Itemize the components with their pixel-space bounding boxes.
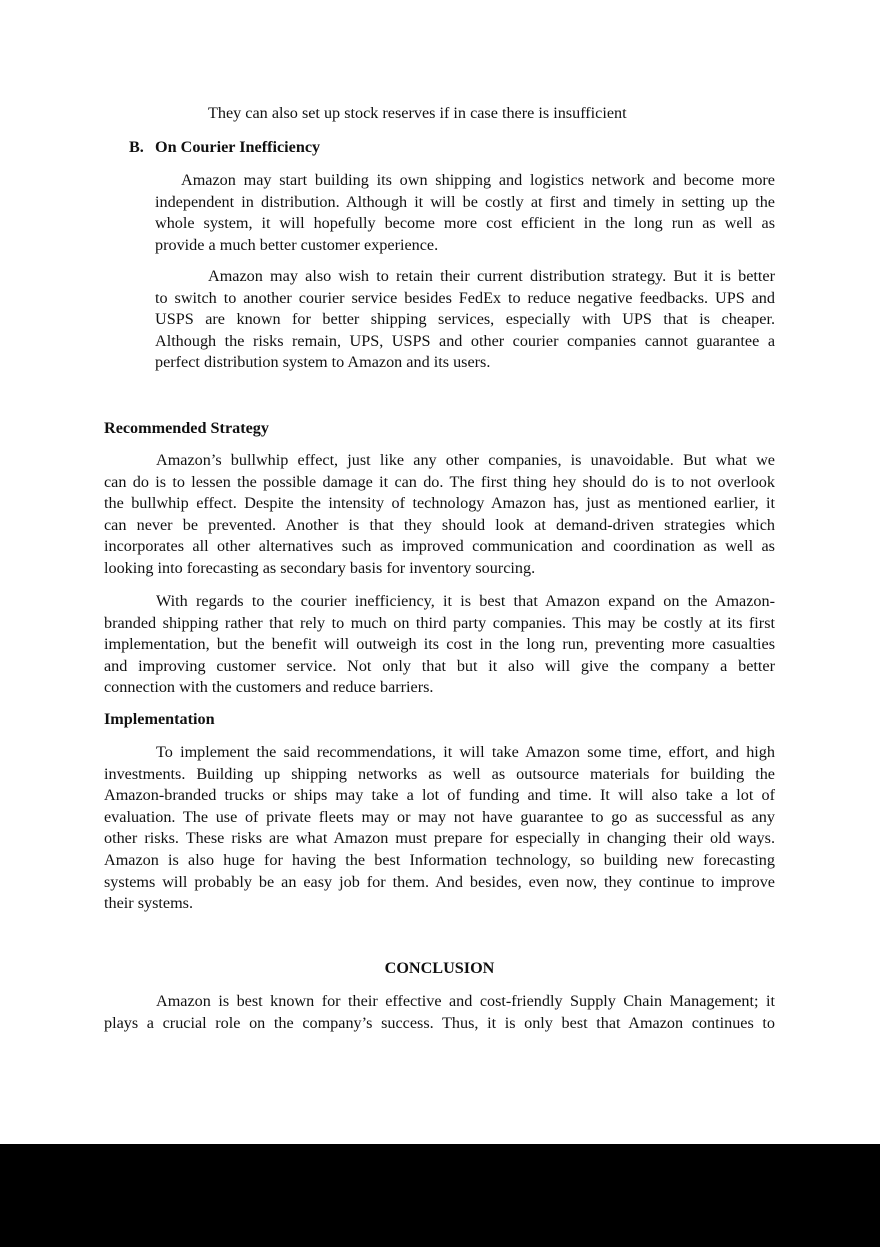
conclusion-heading: CONCLUSION bbox=[384, 959, 495, 977]
section-b-heading bbox=[129, 137, 320, 159]
continuation-text: They can also set up stock reserves if in case there is insufficient bbox=[208, 104, 627, 122]
text-line: To implement the said recommendations, it will take Amazon some time, effort, and high bbox=[156, 743, 775, 761]
text-line: incorporates all other alternatives such as improved communication and coordination as well as bbox=[104, 537, 775, 556]
text-line: Amazon may start building its own shipping and logistics network and become more bbox=[181, 171, 775, 189]
section-b-paragraph-2 bbox=[155, 266, 775, 374]
text-line: Amazon’s bullwhip effect, just like any other companies, is unavoidable. But what we bbox=[156, 451, 775, 469]
conclusion-paragraph bbox=[104, 991, 775, 1034]
text-line: investments. Building up shipping networks as well as outsource materials for building the bbox=[104, 764, 775, 783]
text-line: evaluation. The use of private fleets may or may not have guarantee to go as successful as any bbox=[104, 807, 775, 826]
text-line: plays a crucial role on the company’s success. Thus, it is only best that Amazon continues to bbox=[104, 1013, 775, 1032]
text-line: Amazon is best known for their effective and cost-friendly Supply Chain Management; it bbox=[156, 992, 775, 1010]
text-line: USPS are known for better shipping services, especially with UPS that is cheaper. bbox=[155, 310, 775, 329]
recommended-strategy-paragraph-2 bbox=[104, 591, 775, 699]
text-line: and improving customer service. Not only that but it also will give the company a better bbox=[104, 656, 775, 675]
implementation-heading: Implementation bbox=[104, 710, 215, 728]
text-line: their systems. bbox=[104, 894, 194, 913]
recommended-strategy-paragraph-1 bbox=[104, 450, 775, 580]
section-b-paragraph-1 bbox=[155, 170, 775, 256]
text-line: to switch to another courier service besides FedEx to reduce negative feedbacks. UPS and bbox=[155, 288, 775, 307]
text-line: independent in distribution. Although it will be costly at first and timely in setting up the bbox=[155, 192, 775, 211]
text-line: With regards to the courier inefficiency, it is best that Amazon expand on the Amazon- bbox=[156, 592, 775, 610]
text-line: implementation, but the benefit will outweigh its cost in the long run, preventing more casualties bbox=[104, 635, 775, 654]
text-line: whole system, it will hopefully become more cost efficient in the long run as well as bbox=[155, 214, 775, 233]
text-line: the bullwhip effect. Despite the intensity of technology Amazon has, just as mentioned earlier, it bbox=[104, 494, 775, 513]
implementation-paragraph bbox=[104, 742, 775, 915]
text-line: Amazon-branded trucks or ships may take a lot of funding and time. It will also take a lot of bbox=[104, 786, 775, 805]
section-b-title: On Courier Inefficiency bbox=[155, 138, 321, 156]
text-line: Amazon is also huge for having the best Information technology, so building new forecasting bbox=[104, 850, 775, 869]
text-line: perfect distribution system to Amazon and its users. bbox=[155, 353, 491, 372]
recommended-strategy-heading: Recommended Strategy bbox=[104, 419, 269, 437]
text-line: connection with the customers and reduce barriers. bbox=[104, 678, 434, 697]
section-b-marker: B. bbox=[129, 138, 144, 156]
text-line: looking into forecasting as secondary basis for inventory sourcing. bbox=[104, 558, 536, 577]
text-line: can do is to lessen the possible damage it can do. The first thing hey should do is to not overlook bbox=[104, 472, 775, 491]
text-line: branded shipping rather that rely to much on third party companies. This may be costly at its first bbox=[104, 613, 775, 632]
text-line: provide a much better customer experience. bbox=[155, 235, 439, 254]
text-line: systems will probably be an easy job for them. And besides, even now, they continue to improve bbox=[104, 872, 775, 891]
text-line: other risks. These risks are what Amazon must prepare for especially in changing their old ways. bbox=[104, 829, 775, 848]
text-line: Amazon may also wish to retain their current distribution strategy. But it is better bbox=[208, 267, 775, 285]
text-line: Although the risks remain, UPS, USPS and other courier companies cannot guarantee a bbox=[155, 331, 775, 350]
text-line: can never be prevented. Another is that they should look at demand-driven strategies which bbox=[104, 515, 775, 534]
